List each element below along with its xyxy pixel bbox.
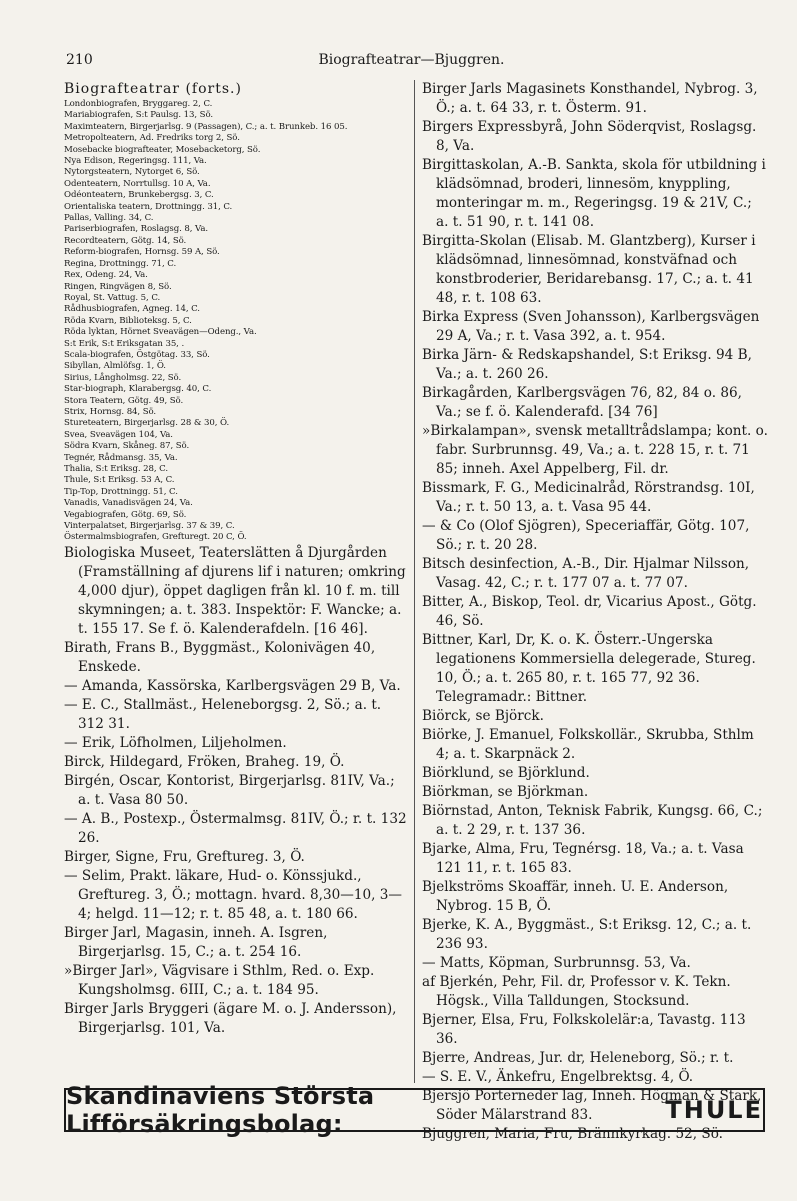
section-heading: Biografteatrar (forts.): [64, 81, 242, 97]
directory-entry: — Erik, Löfholmen, Liljeholmen.: [64, 734, 287, 751]
cinema-entry: Sirius, Långholmsg. 22, Sö.: [64, 372, 182, 383]
cinema-entry: Röda Kvarn, Biblioteksg. 5, C.: [64, 315, 192, 326]
cinema-entry: Thule, S:t Eriksg. 53 A, C.: [64, 475, 175, 486]
cinema-entry: Röda lyktan, Hörnet Sveavägen—Odeng., Va.: [64, 327, 257, 338]
cinema-entry: Star-biograph, Klarabergsg. 40, C.: [64, 384, 212, 395]
directory-entry: Birck, Hildegard, Fröken, Braheg. 19, Ö.: [64, 753, 345, 770]
cinema-entry: Maximteatern, Birgerjarlsg. 9 (Passagen), C.; a. t. Brunkeb. 16 05.: [64, 121, 348, 132]
cinema-entry: Tegnér, Rådmansg. 35, Va.: [64, 452, 178, 463]
cinema-entry: Mariabiografen, S:t Paulsg. 13, Sö.: [64, 110, 214, 121]
directory-entry: af Bjerkén, Pehr, Fil. dr, Professor v. K. Tekn. Högsk., Villa Talldungen, Stocksund.: [422, 974, 731, 1009]
directory-entry: Birkagården, Karlbergsvägen 76, 82, 84 o. 86, Va.; se f. ö. Kalenderafd. [34 76]: [422, 385, 742, 420]
page-header: [66, 52, 757, 74]
directory-entry: Birger Jarl, Magasin, inneh. A. Isgren, Birgerjarlsg. 15, C.; a. t. 254 16.: [64, 924, 328, 960]
directory-entry: Birka Järn- & Redskapshandel, S:t Eriksg. 94 B, Va.; a. t. 260 26.: [422, 347, 752, 382]
cinema-entry: Odéonteatern, Brunkebergsg. 3, C.: [64, 190, 214, 201]
directory-entry: — Selim, Prakt. läkare, Hud- o. Könssjukd., Greftureg. 3, Ö.; mottagn. hvard. 8,30—10, 3—4; helgd. 11—12; r. t. 85 48, a. t. 180 66.: [64, 867, 403, 922]
directory-entry: Biologiska Museet, Teaterslätten å Djurgården (Framställning af djurens lif i naturen; omkring 4,000 djur), öppet dagligen från kl. 10 f. m. till skymningen; a. t. 383. Inspektör: F. Wancke; a. t. 155 17. Se f. ö. Kalenderafdeln. [16 46].: [64, 544, 406, 637]
directory-entry: Biörnstad, Anton, Teknisk Fabrik, Kungsg. 66, C.; a. t. 2 29, r. t. 137 36.: [422, 803, 763, 838]
directory-entry: Bjarke, Alma, Fru, Tegnérsg. 18, Va.; a. t. Vasa 121 11, r. t. 165 83.: [422, 841, 744, 876]
directory-entry: Biörkman, se Björkman.: [422, 784, 589, 800]
cinema-entry: Metropolteatern, Ad. Fredriks torg 2, Sö.: [64, 133, 240, 144]
directory-entry: »Birkalampan», svensk metalltrådslampa; kont. o. fabr. Surbrunnsg. 49, Va.; a. t. 228 15, r. t. 71 85; inneh. Axel Appelberg, Fil. dr.: [422, 423, 768, 477]
cinema-entry: Svea, Sveavägen 104, Va.: [64, 429, 173, 440]
cinema-entry: Regina, Drottningg. 71, C.: [64, 258, 177, 269]
cinema-entry: Nya Edison, Regeringsg. 111, Va.: [64, 156, 207, 167]
cinema-entry: Rex, Odeng. 24, Va.: [64, 270, 148, 281]
directory-entry: Biörck, se Björck.: [422, 708, 544, 724]
directory-entry: Birgitta-Skolan (Elisab. M. Glantzberg), Kurser i klädsömnad, linnesömnad, konstväfnad och konstbroderier, Beridarebansg. 17, C.; a. t. 41 48, r. t. 108 63.: [422, 233, 756, 306]
directory-entry: Birger Jarls Bryggeri (ägare M. o. J. Andersson), Birgerjarlsg. 101, Va.: [64, 1000, 397, 1036]
directory-entry: Birka Express (Sven Johansson), Karlbergsvägen 29 A, Va.; r. t. Vasa 392, a. t. 954.: [422, 309, 760, 344]
ad-slogan: Skandinaviens Största Lifförsäkringsbolag:: [66, 1082, 375, 1138]
cinema-entry: Stora Teatern, Götg. 49, Sö.: [64, 395, 184, 406]
directory-entry: Birath, Frans B., Byggmäst., Kolonivägen 40, Enskede.: [64, 639, 376, 675]
cinema-entry: Rådhusbiografen, Agneg. 14, C.: [64, 304, 200, 315]
directory-entry: Bittner, Karl, Dr, K. o. K. Österr.-Ungerska legationens Kommersiella delegerade, Stureg. 10, Ö.; a. t. 265 80, r. t. 165 77, 92 36. Telegramadr.: Bittner.: [422, 632, 756, 705]
cinema-entry: Tip-Top, Drottningg. 51, C.: [64, 486, 178, 497]
left-entries: [64, 544, 408, 1038]
directory-entry: Bissmark, F. G., Medicinalråd, Rörstrandsg. 10I, Va.; r. t. 50 13, a. t. Vasa 95 44.: [422, 480, 755, 515]
cinema-entry: Ringen, Ringvägen 8, Sö.: [64, 281, 172, 292]
cinema-entry: Royal, St. Vattug. 5, C.: [64, 292, 161, 303]
cinema-entry: Nytorgsteatern, Nytorget 6, Sö.: [64, 167, 200, 178]
directory-entry: Birgittaskolan, A.-B. Sankta, skola för utbildning i klädsömnad, broderi, linnesöm, knyppling, monteringar m. m., Regeringsg. 19 & 21V, C.; a. t. 51 90, r. t. 141 08.: [422, 157, 766, 230]
cinema-entry: Strix, Hornsg. 84, Sö.: [64, 406, 157, 417]
directory-entry: Bjerner, Elsa, Fru, Folkskolelär:a, Tavastg. 113 36.: [422, 1012, 746, 1047]
directory-entry: Bjerre, Andreas, Jur. dr, Heleneborg, Sö.; r. t.: [422, 1050, 734, 1066]
cinema-entry: Östermalmsbiografen, Grefturegt. 20 C, Ö.: [64, 532, 247, 543]
directory-entry: Bjerke, K. A., Byggmäst., S:t Eriksg. 12, C.; a. t. 236 93.: [422, 917, 752, 952]
ad-brand: THULE: [665, 1096, 763, 1124]
cinema-entry: Orientaliska teatern, Drottningg. 31, C.: [64, 201, 233, 212]
cinema-entry: S:t Erik, S:t Eriksgatan 35, .: [64, 338, 185, 349]
cinema-entry: Södra Kvarn, Skåneg. 87, Sö.: [64, 441, 190, 452]
directory-entry: Bitsch desinfection, A.-B., Dir. Hjalmar Nilsson, Vasag. 42, C.; r. t. 177 07 a. t. 77 07.: [422, 556, 750, 591]
cinema-entry: Mosebacke biografteater, Mosebacketorg, Sö.: [64, 144, 261, 155]
cinema-list: [64, 99, 408, 544]
directory-entry: Bjelkströms Skoaffär, inneh. U. E. Anderson, Nybrog. 15 B, Ö.: [422, 879, 729, 914]
directory-entry: Birger Jarls Magasinets Konsthandel, Nybrog. 3, Ö.; a. t. 64 33, r. t. Österm. 91.: [422, 81, 758, 116]
cinema-entry: Odenteatern, Norrtullsg. 10 A, Va.: [64, 178, 211, 189]
cinema-entry: Pariserbiografen, Roslagsg. 8, Va.: [64, 224, 209, 235]
directory-entry: Biörklund, se Björklund.: [422, 765, 590, 781]
cinema-entry: Scala-biografen, Östgötag. 33, Sö.: [64, 349, 210, 360]
page-number: 210: [66, 52, 93, 68]
running-title: Biografteatrar—Bjuggren.: [318, 52, 505, 68]
column-divider: [414, 80, 415, 1083]
directory-entry: — S. E. V., Änkefru, Engelbrektsg. 4, Ö.: [422, 1069, 694, 1085]
cinema-entry: Vinterpalatset, Birgerjarlsg. 37 & 39, C.: [64, 521, 235, 532]
directory-entry: — E. C., Stallmäst., Heleneborgsg. 2, Sö.; a. t. 312 31.: [64, 696, 382, 732]
right-entries: [422, 80, 768, 1144]
directory-entry: Birger, Signe, Fru, Greftureg. 3, Ö.: [64, 848, 305, 865]
directory-entry: — A. B., Postexp., Östermalmsg. 81IV, Ö.; r. t. 132 26.: [64, 810, 407, 846]
cinema-entry: Pallas, Valling. 34, C.: [64, 213, 154, 224]
directory-entry: Bitter, A., Biskop, Teol. dr, Vicarius Apost., Götg. 46, Sö.: [422, 594, 757, 629]
directory-entry: Birgers Expressbyrå, John Söderqvist, Roslagsg. 8, Va.: [422, 119, 757, 154]
directory-entry: »Birger Jarl», Vägvisare i Sthlm, Red. o. Exp. Kungsholmsg. 6III, C.; a. t. 184 95.: [64, 962, 375, 998]
cinema-entry: Sibyllan, Almlöfsg. 1, Ö.: [64, 361, 166, 372]
directory-entry: Biörke, J. Emanuel, Folkskollär., Skrubba, Sthlm 4; a. t. Skarpnäck 2.: [422, 727, 754, 762]
cinema-entry: Thalia, S:t Eriksg. 28, C.: [64, 464, 168, 474]
cinema-entry: Recordteatern, Götg. 14, Sö.: [64, 235, 187, 246]
cinema-entry: Vanadis, Vanadisvägen 24, Va.: [64, 498, 193, 509]
cinema-entry: Stureteatern, Birgerjarlsg. 28 & 30, Ö.: [64, 418, 230, 429]
directory-entry: — & Co (Olof Sjögren), Speceriaffär, Götg. 107, Sö.; r. t. 20 28.: [422, 518, 750, 553]
cinema-entry: Reform-biografen, Hornsg. 59 A, Sö.: [64, 247, 220, 258]
directory-entry: Bjersjö Porterneder lag, Inneh. Högman & Stark, Söder Mälarstrand 83.: [422, 1088, 762, 1123]
cinema-entry: Londonbiografen, Bryggareg. 2, C.: [64, 99, 213, 109]
directory-entry: — Amanda, Kassörska, Karlbergsvägen 29 B, Va.: [64, 677, 401, 694]
directory-entry: Birgén, Oscar, Kontorist, Birgerjarlsg. 81IV, Va.; a. t. Vasa 80 50.: [64, 772, 395, 808]
left-column: [64, 80, 408, 1083]
directory-entry: — Matts, Köpman, Surbrunnsg. 53, Va.: [422, 955, 691, 971]
cinema-entry: Vegabiografen, Götg. 69, Sö.: [64, 509, 187, 520]
directory-entry: Bjuggren, Maria, Fru, Brännkyrkag. 52, Sö.: [422, 1126, 723, 1142]
